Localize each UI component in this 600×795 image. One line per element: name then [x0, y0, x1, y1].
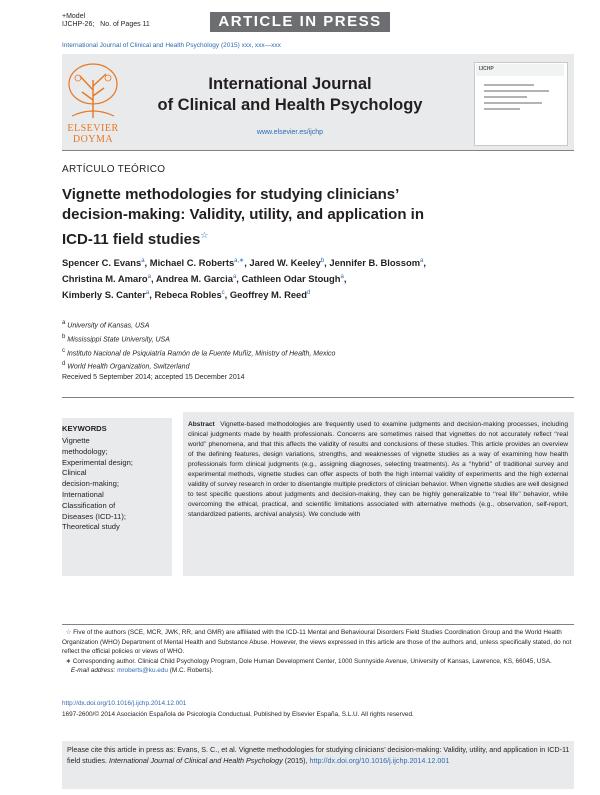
model-label: +Model: [62, 13, 86, 20]
divider: [62, 397, 574, 398]
copyright: 1697-2600/© 2014 Asociación Española de Psicología Conductual. Published by Elsevier España, S.L.U. All rights reserved.: [62, 711, 414, 718]
divider: [62, 150, 574, 151]
journal-title-line1: International Journal: [208, 75, 372, 93]
abstract: [188, 420, 568, 520]
keyword-item: Experimental design;: [62, 457, 133, 467]
author-name: Andrea M. Garcia: [155, 273, 233, 285]
keyword-item: Vignette: [62, 436, 90, 445]
footnote-asterisk-marker: ∗: [65, 657, 71, 665]
affiliation-item: [62, 332, 572, 346]
footnote-corr-text: Corresponding author. Clinical Child Psychology Program, Dole Human Development Center, 1000 Sunnyside Avenue, University of Kansas, Lawrence, KS, 66045, USA.: [72, 657, 552, 665]
author-name: Michael C. Roberts: [149, 257, 235, 269]
footnote-corresponding: [62, 657, 574, 667]
affiliation-text: University of Kansas, USA: [67, 322, 150, 330]
journal-title-line2: of Clinical and Health Psychology: [157, 96, 423, 114]
title-line2: decision-making: Validity, utility, and application in: [62, 206, 424, 223]
abstract-label: Abstract: [188, 421, 215, 428]
author-line2: Christina M. Amaro$^a$, Andrea M. Garcia$^a$, Cathleen Odar Stough$^a$,: [62, 273, 347, 285]
author-name: Rebeca Robles: [154, 289, 222, 301]
footnote-star: [62, 628, 574, 657]
affiliation-key: c: [62, 347, 65, 354]
author-line1: Spencer C. Evans$^a$, Michael C. Roberts$^{a,∗}$, Jared W. Keeley$^b$, Jennifer B. Blossom$^a$,: [62, 257, 426, 269]
affiliation-key: b: [62, 333, 66, 340]
article-code: [62, 21, 150, 29]
keyword-item: Classification of: [62, 500, 116, 510]
author-aff-link[interactable]: b: [320, 258, 325, 264]
code: IJCHP-26;: [62, 21, 95, 28]
keyword-item: Clinical: [62, 468, 87, 478]
doi-link[interactable]: http://dx.doi.org/10.1016/j.ijchp.2014.12.001: [62, 700, 187, 707]
author-aff-link[interactable]: a: [147, 274, 151, 281]
affiliation-text: Instituto Nacional de Psiquiatría Ramón de la Fuente Muñiz, Ministry of Health, Mexico: [66, 349, 336, 357]
title-star-footnote-link[interactable]: ☆: [200, 230, 209, 240]
citation-prefix: Please cite this article in press as: Evans, S. C., et al. Vignette methodologies for studying clinicians’ decision-making: Validity, utility, and application in ICD-11 field studies.: [67, 745, 570, 765]
footnote-star-marker: ☆: [65, 629, 72, 636]
journal-citation-line[interactable]: International Journal of Clinical and Health Psychology (2015) xxx, xxx—xxx: [62, 42, 281, 49]
author-aff-link[interactable]: d: [307, 290, 311, 297]
received-dates: Received 5 September 2014; accepted 15 December 2014: [62, 374, 245, 381]
keyword-item: decision-making;: [62, 479, 119, 489]
keyword-item: Theoretical study: [62, 522, 120, 532]
logo-text-doyma: DOYMA: [72, 134, 114, 145]
email-label: E-mail address:: [70, 667, 116, 675]
author-aff-link[interactable]: a,∗: [234, 258, 245, 264]
author-aff-link[interactable]: a: [420, 258, 424, 264]
affiliation-key: d: [62, 361, 66, 368]
author-name: Christina M. Amaro: [62, 273, 148, 285]
author-name: Spencer C. Evans: [62, 257, 142, 269]
author-aff-link[interactable]: a: [145, 290, 150, 297]
journal-title: [140, 74, 440, 116]
author-name: Kimberly S. Canter: [62, 289, 146, 301]
affiliation-item: [62, 359, 572, 373]
citation-doi-link[interactable]: http://dx.doi.org/10.1016/j.ijchp.2014.12.001: [309, 755, 450, 765]
logo-text-elsevier: ELSEVIER: [67, 123, 119, 134]
keyword-item: Diseases (ICD-11);: [62, 511, 126, 521]
affiliation-text: Mississippi State University, USA: [67, 336, 170, 344]
author-aff-link[interactable]: a: [141, 258, 145, 264]
keywords-heading: KEYWORDS: [62, 424, 107, 433]
author-list: [62, 254, 572, 302]
footnote-divider: [62, 624, 574, 625]
cover-text-lines: [484, 84, 556, 114]
keyword-item: methodology;: [62, 446, 108, 456]
abstract-text: Vignette-based methodologies are frequently used to examine judgments and decision-making processes, including clinical judgments made by health professionals. Concerns are sometimes raised that vignettes do not accurately reflect ‘‘real world’’ phenomena, and that this affects the validity of results and conclusions of these studies. This article provides an overview of the defining features, design variations, strengths, and weaknesses of vignette studies as a way of examining how health professionals form clinical judgments (e.g., assigning diagnoses, selecting treatments). As a ‘‘hybrid’’ of traditional survey and experimental methods, vignette studies can offer aspects of both the high internal validity of experiments and the high external validity of survey research in order to disentangle multiple predictors of clinician behavior. When vignette studies are well designed to test specific questions about judgments and decision-making, they can be highly generalizable to ‘‘real life’’ behavior, while overcoming the ethical, practical, and scientific limitations associated with alternative methods (e.g., observation, self-report, standardized patients, archival analysis). We conclude with: [188, 421, 568, 518]
article-title: [62, 185, 532, 250]
title-line1: Vignette methodologies for studying clinicians’: [62, 186, 400, 203]
author-aff-link[interactable]: a: [232, 274, 237, 281]
email-suffix: (M.C. Roberts).: [169, 667, 214, 675]
author-name: Jennifer B. Blossom: [329, 257, 421, 269]
citation-text: [67, 745, 571, 766]
affiliation-text: World Health Organization, Switzerland: [67, 363, 190, 371]
article-in-press-banner: ARTICLE IN PRESS: [210, 12, 390, 32]
citation-journal: International Journal of Clinical and Health Psychology: [108, 755, 283, 765]
footnote-star-text: Five of the authors (SCE, MCR, JWK, RR, and GMR) are affiliated with the ICD-11 Mental and Behavioural Disorders Field Studies Coordination Group and the World Health Organization (WHO) Department of Mental Health and Substance Abuse. However, the views expressed in this article are those of the authors and, unless specifically stated, do not reflect the official policies or views of WHO.: [62, 629, 572, 656]
section-label: ARTÍCULO TEÓRICO: [62, 164, 166, 175]
affiliation-item: [62, 318, 572, 332]
title-line3: [62, 225, 532, 250]
author-name: Cathleen Odar Stough: [241, 273, 341, 285]
cover-label: IJCHP: [479, 66, 494, 72]
journal-url-link[interactable]: www.elsevier.es/ijchp: [256, 129, 324, 136]
citation-year: (2015),: [284, 755, 308, 765]
author-name: Geoffrey M. Reed: [229, 289, 307, 301]
author-aff-link[interactable]: a: [340, 274, 344, 281]
author-line3: Kimberly S. Canter$^a$, Rebeca Robles$^c$, Geoffrey M. Reed$^d$: [62, 289, 311, 301]
footnotes: [62, 628, 574, 676]
affiliation-key: a: [62, 320, 66, 326]
footnote-email: [62, 666, 574, 676]
keyword-item: International: [62, 489, 104, 499]
keywords-list: [62, 436, 168, 533]
affiliations: [62, 318, 572, 373]
title-line3-text: ICD-11 field studies: [62, 231, 201, 248]
affiliation-item: [62, 346, 572, 360]
email-link[interactable]: mroberts@ku.edu: [117, 667, 168, 675]
page-count: No. of Pages 11: [100, 21, 150, 28]
author-name: Jared W. Keeley: [249, 257, 321, 269]
author-aff-link[interactable]: c: [221, 290, 225, 297]
